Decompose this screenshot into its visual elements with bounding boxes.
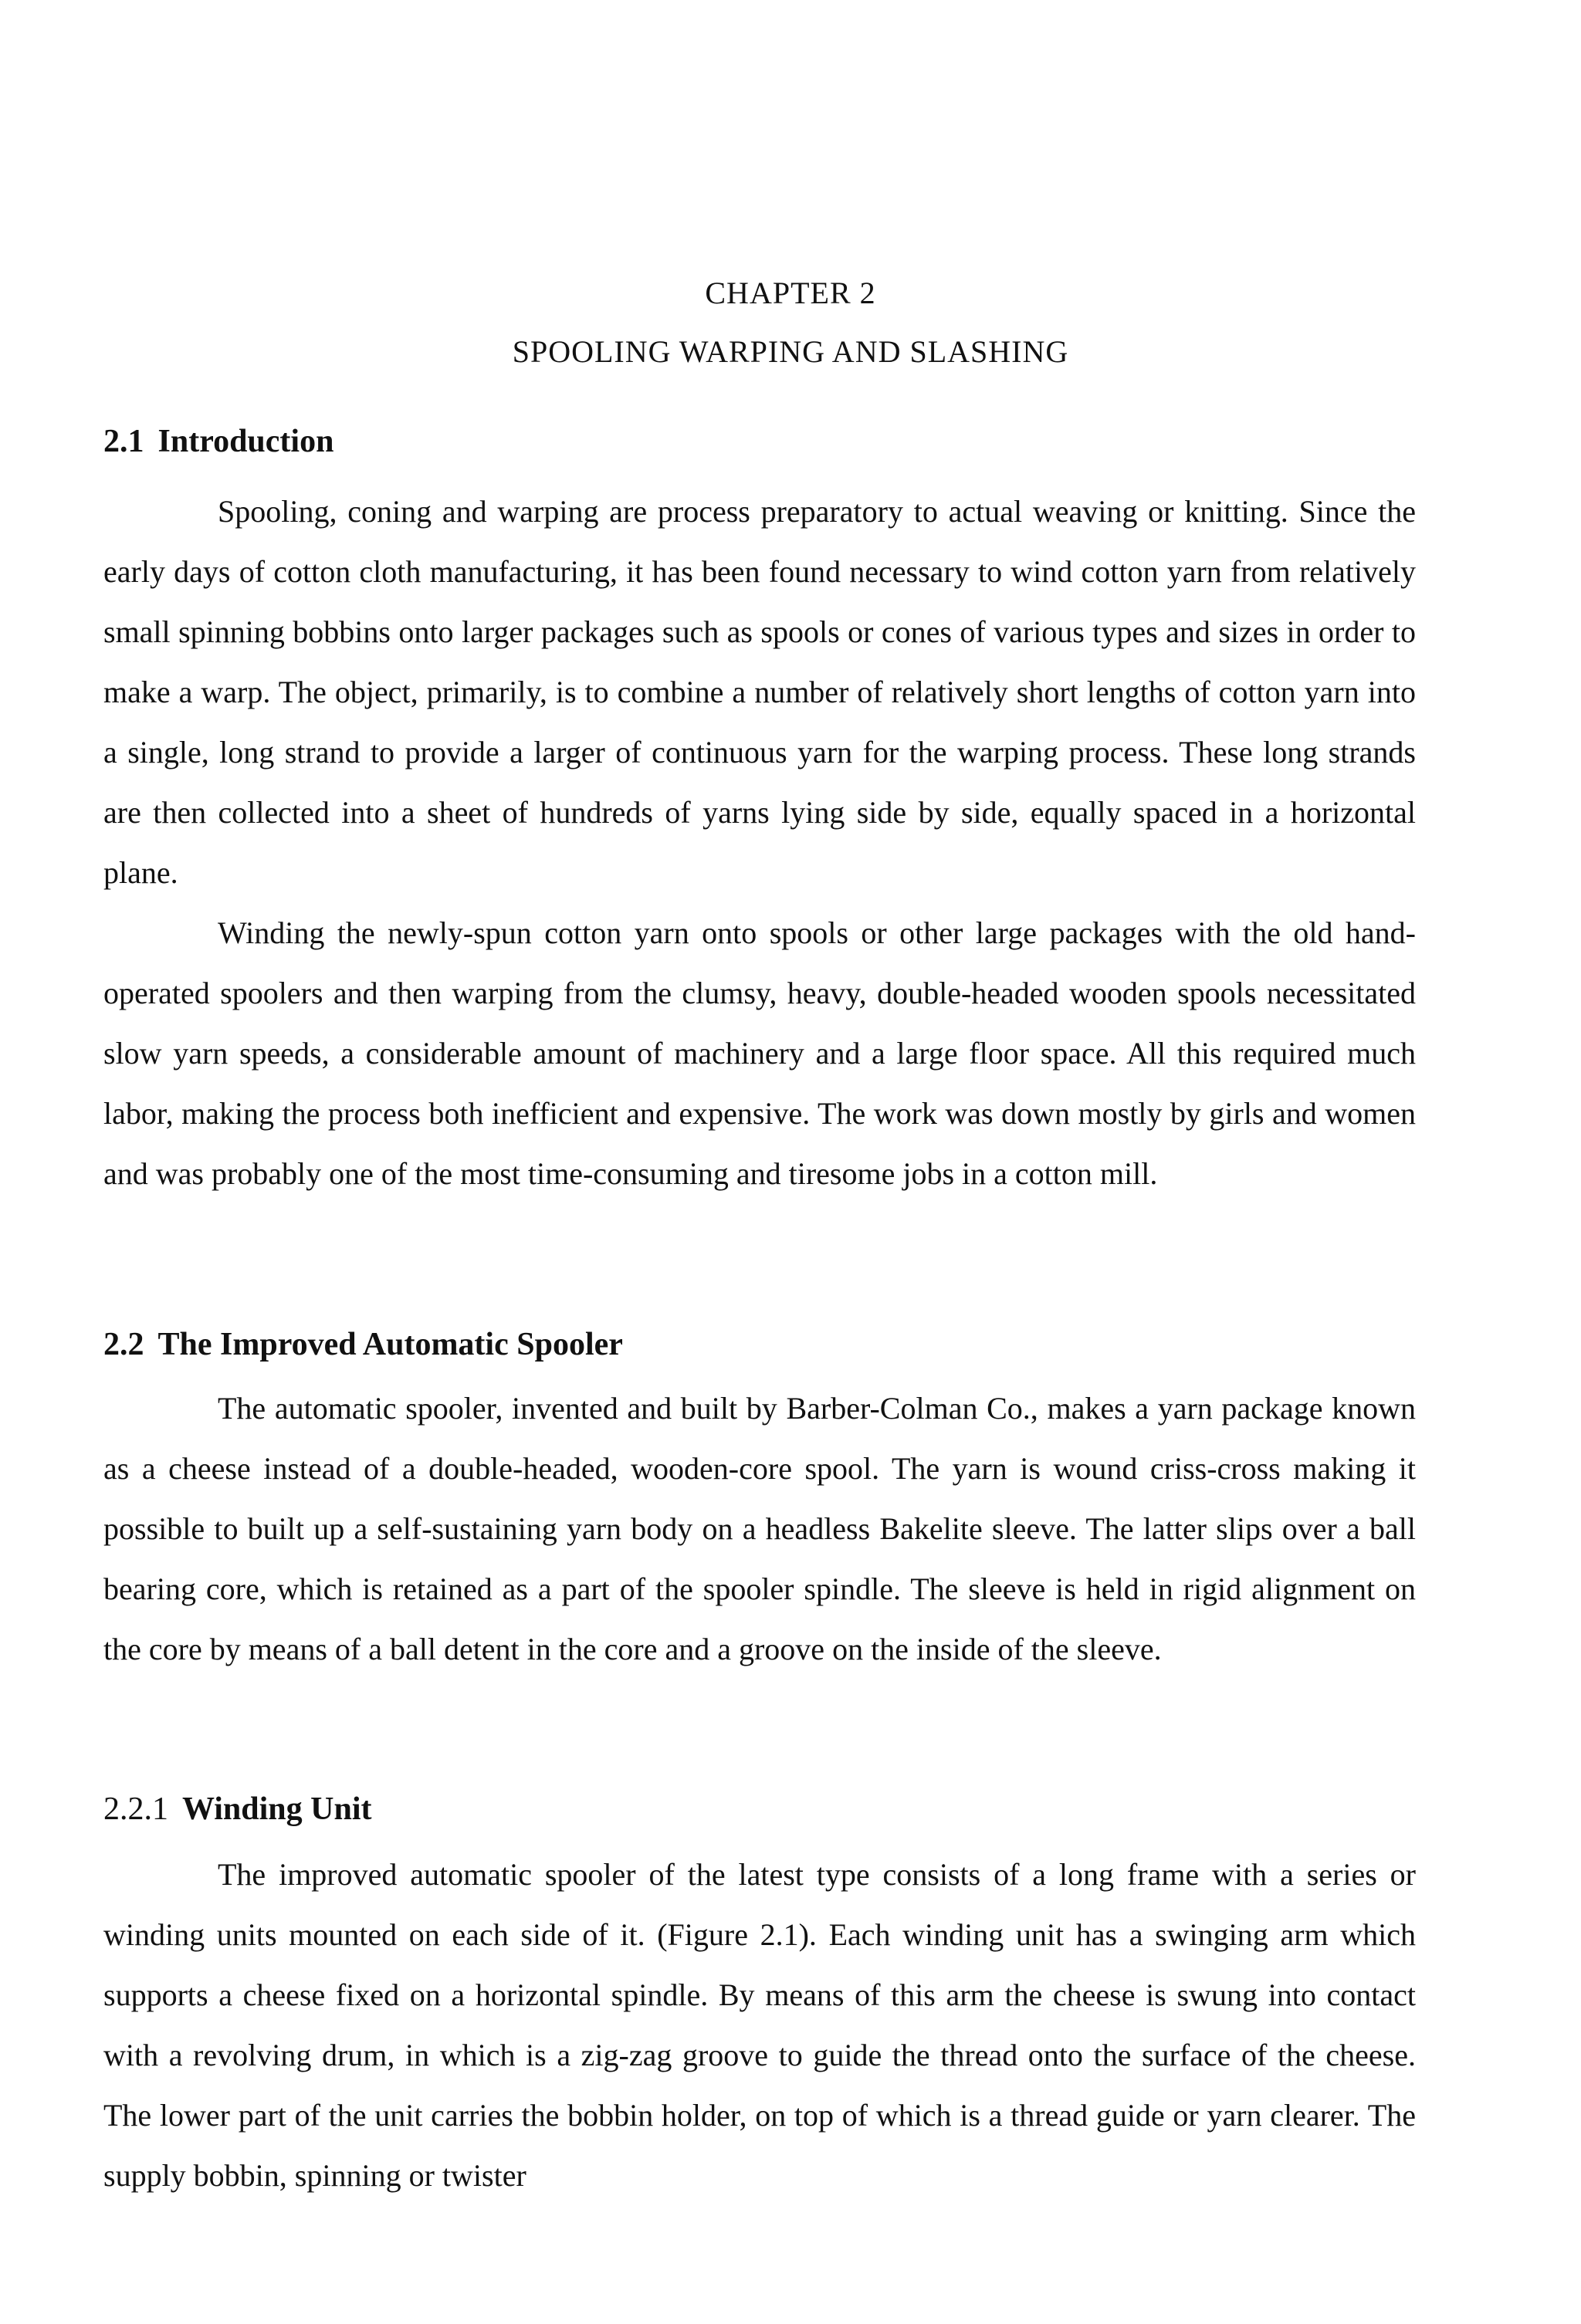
chapter-label: CHAPTER 2: [705, 276, 876, 310]
section-heading: [103, 423, 1416, 460]
section-number: 2.2.1: [103, 1791, 168, 1827]
chapter-title: SPOOLING WARPING AND SLASHING: [512, 334, 1069, 369]
paragraph: Spooling, coning and warping are process preparatory to actual weaving or knitting. Since the early days of cotton cloth manufacturing, it has been found necessary to wind cotton yarn from relatively small spinning bobbins onto larger packages such as spools or cones of various types and sizes in order to make a warp. The object, primarily, is to combine a number of relatively short lengths of cotton yarn into a single, long strand to provide a larger of continuous yarn for the warping process. These long strands are then collected into a sheet of hundreds of yarns lying side by side, equally spaced in a horizontal plane.: [103, 494, 1416, 890]
section-improved-automatic-spooler: [103, 1326, 1416, 1680]
paragraph: The automatic spooler, invented and built by Barber-Colman Co., makes a yarn package known as a cheese instead of a double-headed, wooden-core spool. The yarn is wound criss-cross making it possible to built up a self-sustaining yarn body on a headless Bakelite sleeve. The latter slips over a ball bearing core, which is retained as a part of the spooler spindle. The sleeve is held in rigid alignment on the core by means of a ball detent in the core and a groove on the inside of the sleeve.: [103, 1391, 1416, 1666]
paragraph: Winding the newly-spun cotton yarn onto spools or other large packages with the old hand-operated spoolers and then warping from the clumsy, heavy, double-headed wooden spools necessitated slow yarn speeds, a considerable amount of machinery and a large floor space. All this required much labor, making the process both inefficient and expensive. The work was down mostly by girls and women and was probably one of the most time-consuming and tiresome jobs in a cotton mill.: [103, 915, 1416, 1191]
section-title: The Improved Automatic Spooler: [157, 1327, 623, 1362]
section-introduction: [103, 423, 1416, 1204]
section-number: 2.2: [103, 1327, 144, 1362]
section-title: Introduction: [157, 424, 334, 459]
section-heading: [103, 1791, 1416, 1828]
paragraph: The improved automatic spooler of the latest type consists of a long frame with a series or winding units mounted on each side of it. (Figure 2.1). Each winding unit has a swinging arm which supports a cheese fixed on a horizontal spindle. By means of this arm the cheese is swung into contact with a revolving drum, in which is a zig-zag groove to guide the thread onto the surface of the cheese. The lower part of the unit carries the bobbin holder, on top of which is a thread guide or yarn clearer. The supply bobbin, spinning or twister: [103, 1857, 1416, 2193]
section-number: 2.1: [103, 424, 144, 459]
section-title: Winding Unit: [182, 1791, 372, 1827]
section-heading: [103, 1326, 1416, 1363]
section-winding-unit: [103, 1791, 1416, 2206]
